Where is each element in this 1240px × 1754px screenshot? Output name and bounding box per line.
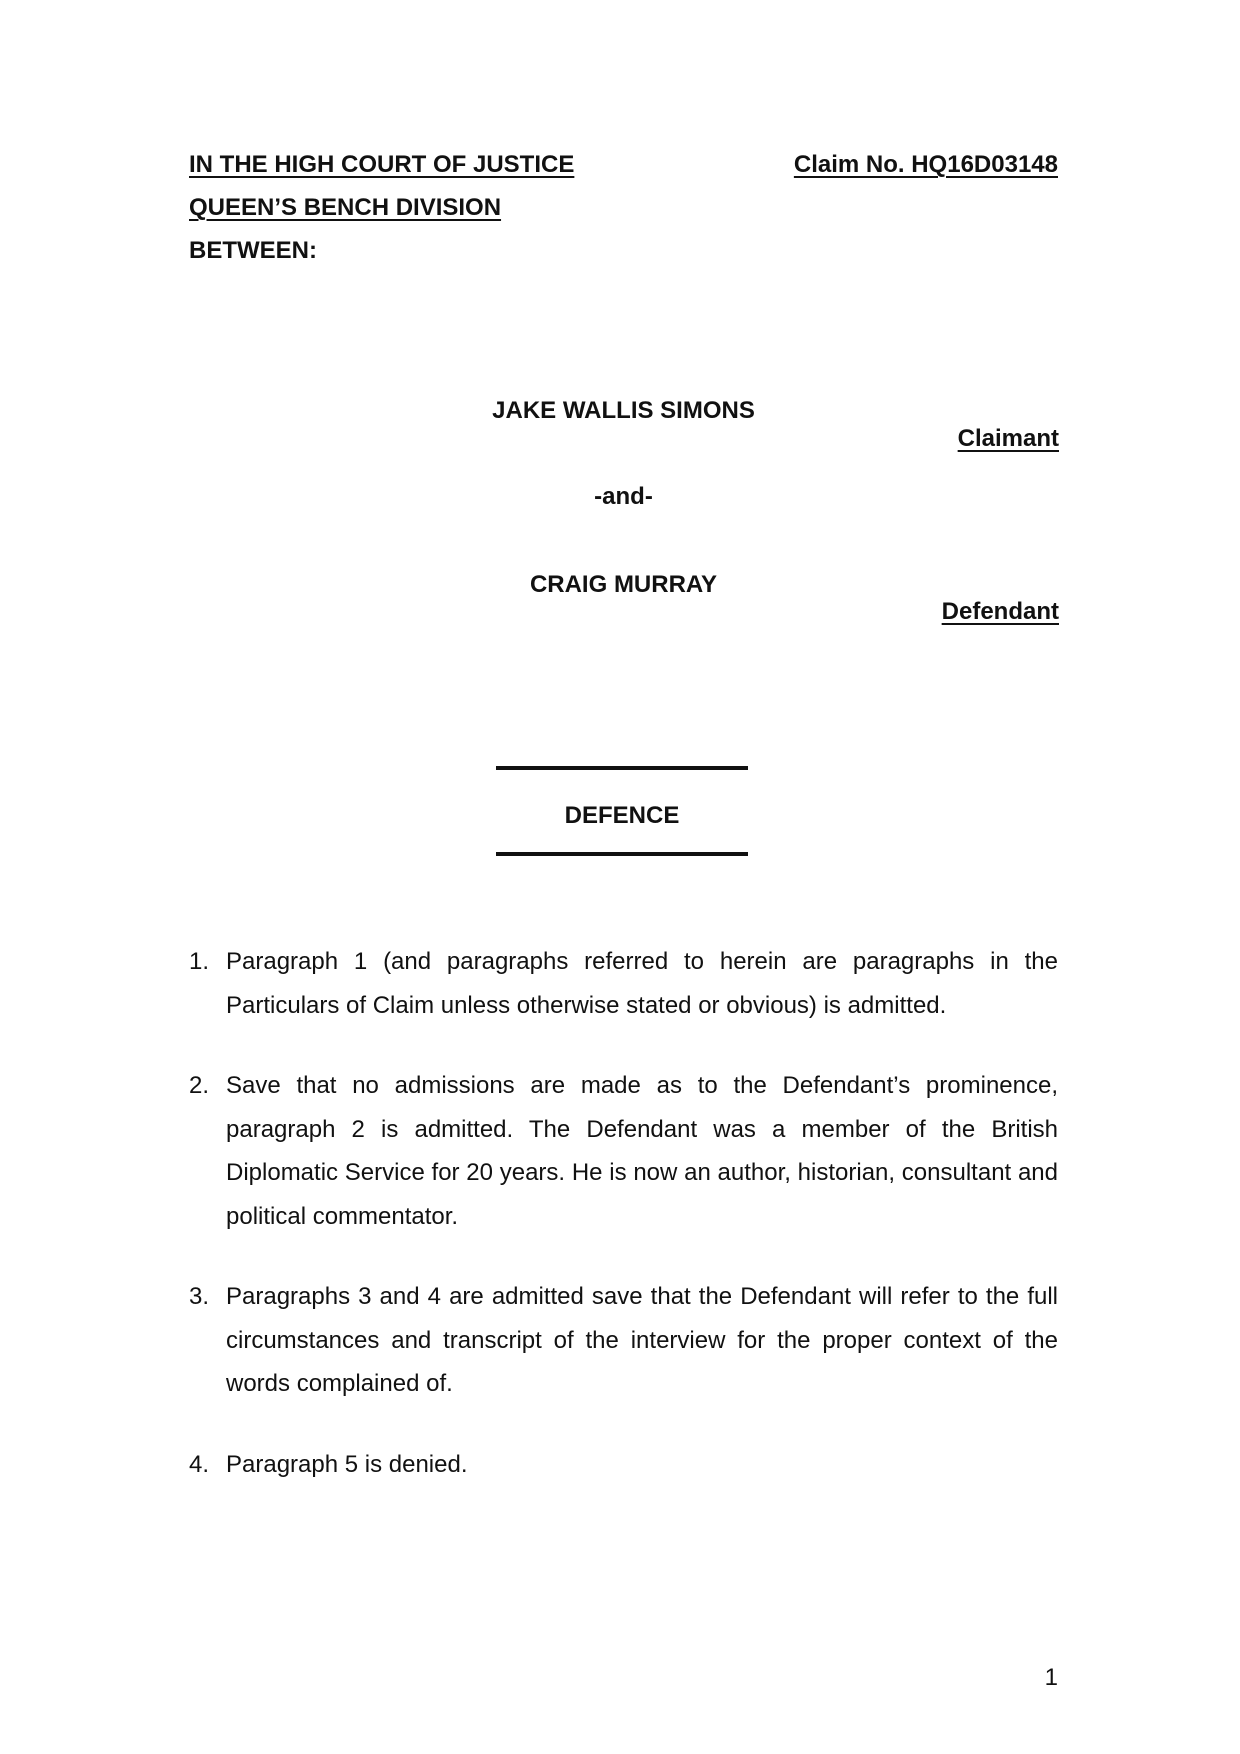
claimant-name: JAKE WALLIS SIMONS xyxy=(492,397,755,424)
defendant-name: CRAIG MURRAY xyxy=(529,571,718,598)
paragraph-item xyxy=(189,1443,1058,1487)
paragraph-text: Save that no admissions are made as to the Defendant’s prominence, paragraph 2 is admitted. The Defendant was a member of the British Diplomatic Service for 20 years. He is now an author, historian, consultant and political commentator. xyxy=(226,1072,1058,1230)
document-title: DEFENCE xyxy=(564,802,680,829)
paragraph-number: 2. xyxy=(189,1072,210,1099)
court-name: IN THE HIGH COURT OF JUSTICE xyxy=(189,151,575,178)
paragraph-number: 1. xyxy=(189,948,210,975)
between-label: BETWEEN: xyxy=(189,237,317,264)
paragraph-number: 4. xyxy=(189,1450,210,1478)
claim-number: Claim No. HQ16D03148 xyxy=(793,151,1058,178)
paragraph-number: 3. xyxy=(189,1283,210,1310)
paragraph-text: Paragraph 1 (and paragraphs referred to herein are paragraphs in the Particulars of Claim unless otherwise stated or obvious) is admitted. xyxy=(226,948,1058,1019)
paragraph-text: Paragraphs 3 and 4 are admitted save that the Defendant will refer to the full circumstances and transcript of the interview for the proper context of the words complained of. xyxy=(226,1283,1058,1397)
paragraph-item xyxy=(189,1275,1058,1406)
page-number: 1 xyxy=(1044,1664,1058,1691)
paragraph-item xyxy=(189,1064,1058,1238)
defence-paragraphs xyxy=(189,940,1058,1523)
defendant-role-label: Defendant xyxy=(941,598,1059,625)
and-separator: -and- xyxy=(594,483,653,510)
court-division: QUEEN’S BENCH DIVISION xyxy=(189,194,502,221)
paragraph-item xyxy=(189,940,1058,1027)
paragraph-text: Paragraph 5 is denied. xyxy=(226,1450,468,1478)
title-rule-bottom xyxy=(496,852,748,856)
title-rule-top xyxy=(496,766,748,770)
claimant-role-label: Claimant xyxy=(957,425,1059,452)
